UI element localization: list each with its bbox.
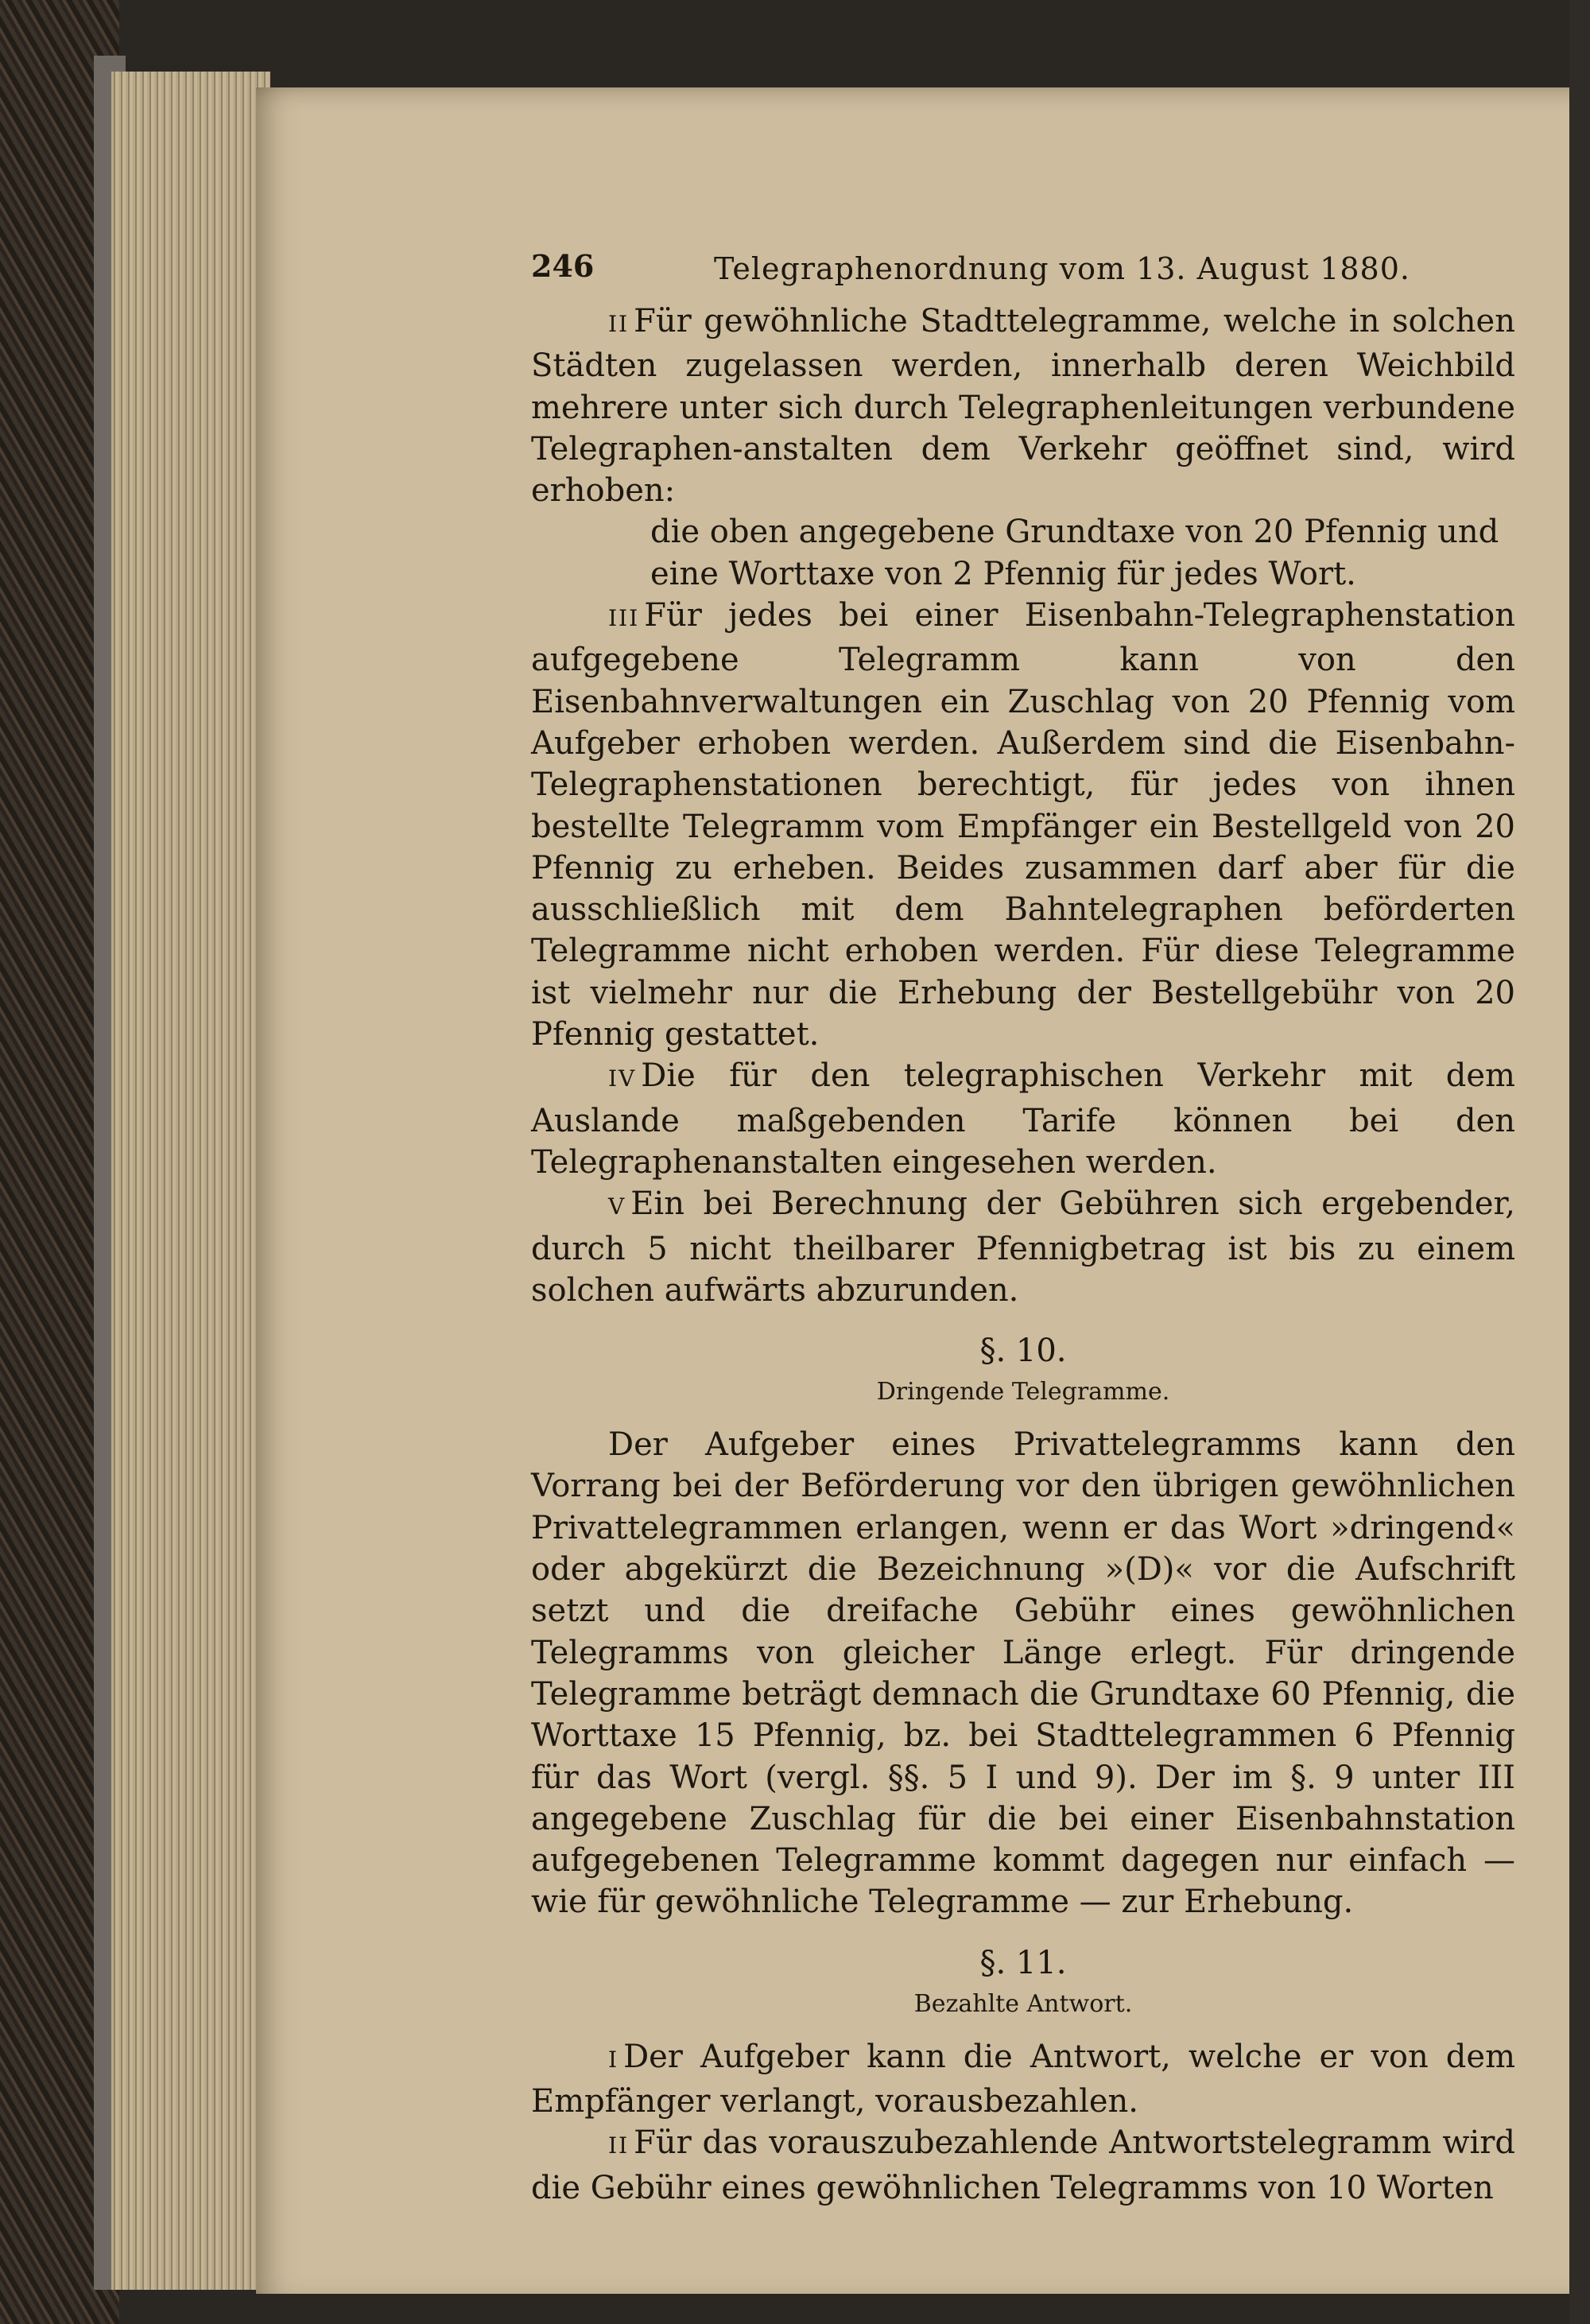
paragraph-text: Für jedes bei einer Eisenbahn-Telegraphenstation aufgegebene Telegramm kann von den Eisenbahnverwaltungen ein Zuschlag von 20 Pfennig vom Aufgeber erhoben werden. Außerdem sind die Eisenbahn-Telegraphenstationen berechtigt, für jedes von ihnen bestellte Telegramm vom Empfänger ein Bestellgeld von 20 Pfennig zu erheben. Beides zusammen darf aber für die ausschließlich mit dem Bahntelegraphen beförderten Telegramme nicht erhoben werden. Für diese Telegramme ist vielmehr nur die Erhebung der Bestellgebühr von 20 Pfennig gestattet. [531,597,1515,1053]
section-10-number: §. 10. [979,1333,1067,1370]
paragraph-number: IV [608,1065,637,1092]
paragraph-v [531,1183,1515,1311]
paragraph-text: Die für den telegraphischen Verkehr mit dem Auslande maßgebenden Tarife können bei den Telegraphenanstalten eingesehen werden. [531,1057,1515,1181]
scan-border [1569,0,1590,2324]
section-11-paragraph-ii [531,2122,1515,2209]
page-number: 246 [531,248,595,284]
tariff-formula [531,511,1515,595]
paragraph-text: Der Aufgeber kann die Antwort, welche er von dem Empfänger verlangt, vorausbezahlen. [531,2038,1515,2120]
paragraph-iii [531,595,1515,1055]
paragraph-number: V [608,1193,626,1220]
paragraph-number: II [608,311,630,337]
section-10-text: Der Aufgeber eines Privattelegramms kann den Vorrang bei der Beförderung vor den übrigen gewöhnlichen Privattelegrammen erlangen, wenn er das Wort »dringend« oder abgekürzt die Bezeichnung »(D)« vor die Aufschrift setzt und die dreifache Gebühr eines gewöhnlichen Telegramms von gleicher Länge erlegt. Für dringende Telegramme beträgt demnach die Grundtaxe 60 Pfennig, die Worttaxe 15 Pfennig, bz. bei Stadttelegrammen 6 Pfennig für das Wort (vergl. §§. 5 I und 9). Der im §. 9 unter III angegebene Zuschlag für die bei einer Eisenbahnstation aufgegebenen Telegramme kommt dagegen nur einfach — wie für gewöhnliche Telegramme — zur Erhebung. [531,1426,1515,1921]
paragraph-text: Für das vorauszubezahlende Antwortstelegramm wird die Gebühr eines gewöhnlichen Telegramms von 10 Worten [531,2124,1515,2206]
section-11-title: Bezahlte Antwort. [913,1989,1133,2018]
section-10-title: Dringende Telegramme. [876,1378,1170,1406]
paragraph-number: II [608,2132,630,2159]
paragraph-text: Für gewöhnliche Stadttelegramme, welche in solchen Städten zugelassen werden, innerhalb deren Weichbild mehrere unter sich durch Telegraphenleitungen verbundene Telegraphen-anstalten dem Verkehr geöffnet sind, wird erhoben: [531,303,1515,510]
paragraph-iv [531,1055,1515,1183]
paragraph-text: die oben angegebene Grundtaxe von 20 Pfennig und eine Worttaxe von 2 Pfennig für jedes Wort. [650,514,1499,592]
text-block [531,248,1515,2209]
running-head: Telegraphenordnung vom 13. August 1880. [714,251,1410,286]
paragraph-number: I [608,2046,619,2073]
page-header [531,248,1515,296]
paragraph-ii [531,301,1515,511]
section-11-paragraph-i [531,2036,1515,2123]
paragraph-number: III [608,605,640,632]
paragraph-text: Ein bei Berechnung der Gebühren sich ergebender, durch 5 nicht theilbarer Pfennigbetrag ist bis zu einem solchen aufwärts abzurunden. [531,1185,1515,1309]
section-11-number: §. 11. [979,1944,1067,1981]
page-stack [111,72,270,2290]
